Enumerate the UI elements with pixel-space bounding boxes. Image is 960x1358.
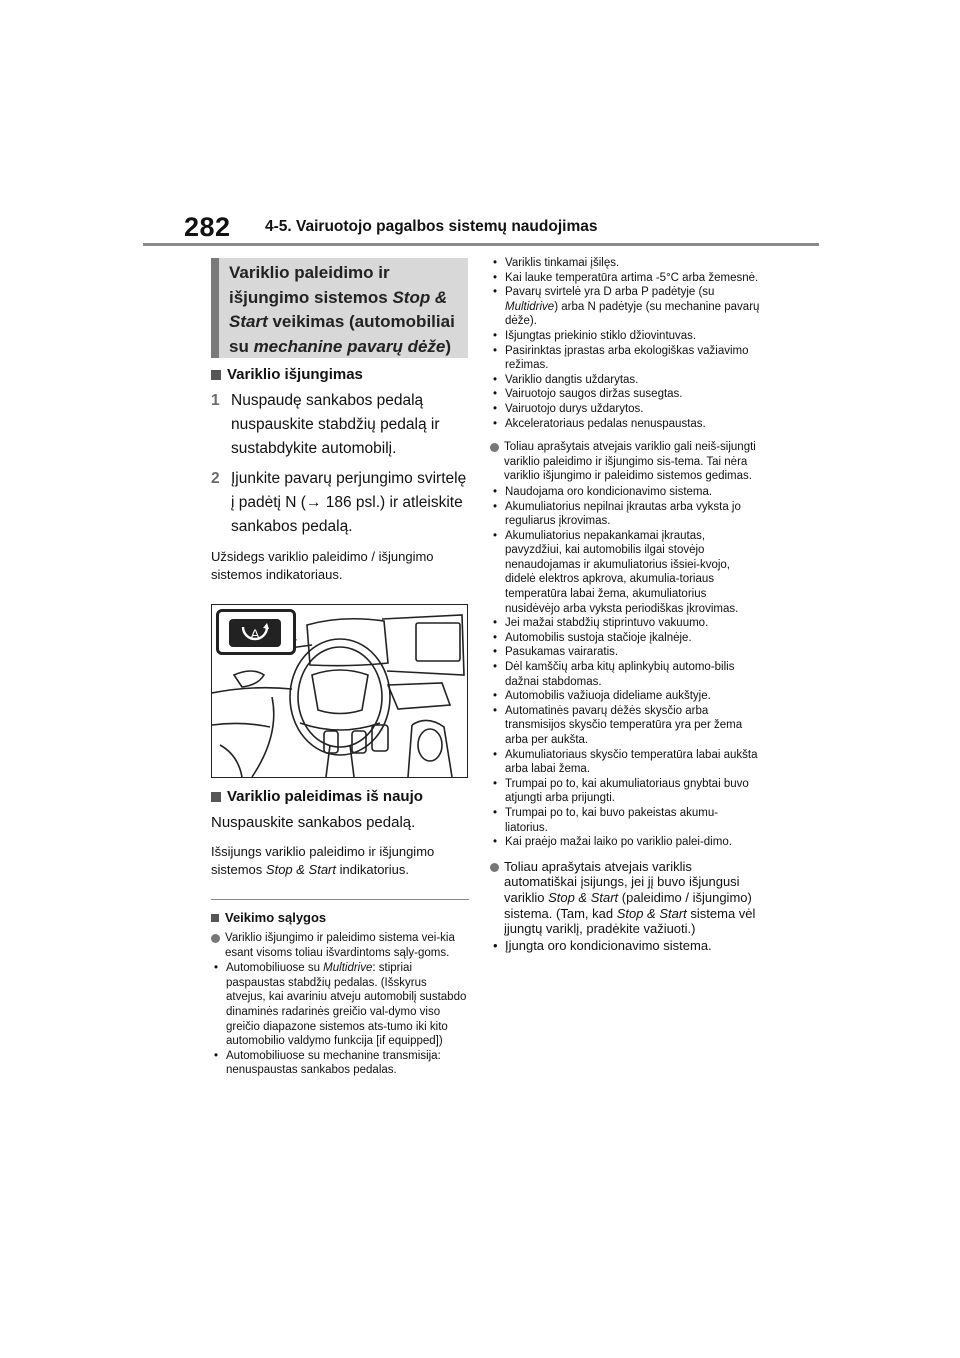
topic-title-box: [211, 258, 468, 358]
list-item: • Kai lauke temperatūra artima -5°C arba žemesnė.: [490, 271, 760, 286]
auto-start-intro-text: [504, 859, 760, 937]
gear-item-a: Pavarų svirtelė yra D arba P padėtyje (su: [505, 286, 715, 299]
title-line-4-italic: mechanine pavarų dėže: [253, 336, 446, 356]
conditions-intro-text: Variklio išjungimo ir paleidimo sistema vei-kia esant visoms toliau išvardintoms sąly-goms.: [225, 932, 455, 959]
stop-heading-text: Variklio išjungimas: [227, 366, 363, 383]
list-item: • Dėl kamščių arba kitų aplinkybių automo-bilis dažnai stabdomas.: [490, 660, 760, 689]
restart-note-a: Išsijungs variklio paleidimo ir išjungimo sistemos: [211, 844, 435, 877]
list-item: • Pasirinktas įprastas arba ekologiškas važiavimo režimas.: [490, 344, 760, 373]
auto-a-icon: [229, 619, 281, 647]
list-item: [490, 285, 760, 329]
conditions-list-left: [211, 961, 469, 1078]
list-item: [211, 961, 469, 1049]
not-stop-list: [490, 485, 760, 850]
conditions-heading: [211, 910, 469, 925]
restart-note-c: indikatorius.: [336, 862, 409, 877]
list-item: • Trumpai po to, kai akumuliatoriaus gnybtai buvo atjungti arba prijungti.: [490, 777, 760, 806]
section-title: 4-5. Vairuotojo pagalbos sistemų naudojimas: [265, 218, 598, 235]
not-stop-intro: [490, 440, 760, 484]
gear-item-italic: Multidrive: [505, 300, 555, 313]
right-column: [490, 256, 760, 953]
not-stop-intro-text: Toliau aprašytais atvejais variklio gali neiš-sijungti variklio paleidimo ir išjungimo sis-tema. Tai nėra variklio išjungimo ir paleidimo sistemos gedimas.: [504, 441, 756, 483]
list-item: • Akceleratoriaus pedalas nenuspaustas.: [490, 417, 760, 432]
auto-start-a: Toliau aprašytais atvejais variklis automatiškai įsijungs, jei jį buvo išjungusi variklio: [504, 858, 740, 905]
title-line-2: išjungimo sistemos: [229, 287, 393, 307]
list-item: • Vairuotojo saugos diržas susegtas.: [490, 387, 760, 402]
conditions-heading-text: Veikimo sąlygos: [225, 910, 327, 925]
circle-bullet-icon: [211, 934, 220, 943]
auto-start-e: sistema vėl įjungtų variklį, pradėkite važiuoti.): [504, 905, 756, 937]
auto-start-c: (paleidimo / išjungimo) sistema. (Tam, kad: [504, 889, 752, 921]
step-2: [211, 467, 469, 539]
stop-heading: [211, 366, 469, 383]
list-item: • Automobilis važiuoja dideliame aukštyje.: [490, 689, 760, 704]
auto-start-list: [490, 938, 760, 954]
list-item: • Akumuliatorius nepakankamai įkrautas, pavyzdžiui, kai automobilis ilgai stovėjo nenaudojamas ir akumuliatorius išsiei-kvojo, didelė elektros apkrova, akumulia-toriaus temperatūra labai žema, akumuliatorius nusidėvėjo arba vyksta periodiškas įkrovimas.: [490, 529, 760, 617]
step-1-number: 1: [211, 392, 220, 409]
circle-bullet-icon: [490, 863, 499, 872]
list-item: • Automatinės pavarų dėžės skysčio arba transmisijos skysčio temperatūra yra per žema arba per aukšta.: [490, 704, 760, 748]
list-item: • Variklis tinkamai įšilęs.: [490, 256, 760, 271]
gear-item-c: ) arba N padėtyje (su mechanine pavarų dėže).: [505, 300, 760, 328]
step-2-text: Įjunkite pavarų perjungimo svirtelę į padėtį N (→ 186 psl.) ir atleiskite sankabos pedalą.: [231, 470, 467, 535]
step-1-text: Nuspaudę sankabos pedalą nuspauskite stabdžių pedalą ir sustabdykite automobilį.: [231, 392, 440, 457]
list-item: • Kai praėjo mažai laiko po variklio palei-dimo.: [490, 835, 760, 850]
title-line-4a: su: [229, 336, 254, 356]
step-2-number: 2: [211, 470, 220, 487]
header-divider: [143, 243, 819, 246]
title-line-3: veikimas (automobiliai: [267, 312, 455, 331]
auto-start-italic-2: Stop & Start: [616, 905, 687, 921]
square-bullet-icon: [211, 370, 221, 380]
indicator-callout: [216, 609, 296, 655]
square-bullet-icon: [211, 914, 219, 922]
circle-bullet-icon: [490, 443, 499, 452]
conditions-list-right: [490, 256, 760, 431]
list-item: • Akumuliatorius nepilnai įkrautas arba vyksta jo reguliarus įkrovimas.: [490, 500, 760, 529]
cond-item1-italic: Multidrive: [323, 962, 373, 975]
callout-letter: A: [250, 626, 260, 642]
dashboard-illustration: [211, 604, 468, 778]
title-line-2-italic: Stop &: [392, 287, 448, 307]
list-item: • Automobiliuose su mechanine transmisija: nenuspaustas sankabos pedalas.: [211, 1049, 469, 1078]
restart-text: Nuspauskite sankabos pedalą.: [211, 814, 416, 831]
auto-start-italic-1: Stop & Start: [548, 889, 619, 905]
stop-start-indicator-icon: [229, 619, 281, 647]
list-item: • Variklio dangtis uždarytas.: [490, 373, 760, 388]
list-item: • Naudojama oro kondicionavimo sistema.: [490, 485, 760, 500]
conditions-intro: [211, 931, 469, 960]
list-item: • Automobilis sustoja stačioje įkalnėje.: [490, 631, 760, 646]
list-item: • Akumuliatoriaus skysčio temperatūra labai aukšta arba labai žema.: [490, 748, 760, 777]
list-item: • Išjungtas priekinio stiklo džiovintuvas.: [490, 329, 760, 344]
list-item: • Jei mažai stabdžių stiprintuvo vakuumo.: [490, 616, 760, 631]
step-1: [211, 389, 469, 461]
list-item: • Trumpai po to, kai buvo pakeistas akumu-liatorius.: [490, 806, 760, 835]
title-line-1: Variklio paleidimo ir: [229, 263, 390, 282]
restart-note: [211, 843, 469, 879]
page-number: 282: [184, 212, 231, 242]
auto-start-intro: [490, 859, 760, 937]
list-item: • Įjungta oro kondicionavimo sistema.: [490, 938, 760, 954]
section-divider: [211, 899, 469, 900]
restart-heading-text: Variklio paleidimas iš naujo: [227, 788, 423, 805]
restart-heading: [211, 788, 469, 805]
restart-note-italic: Stop & Start: [265, 862, 336, 877]
list-item: • Vairuotojo durys uždarytos.: [490, 402, 760, 417]
title-line-4c: ): [445, 336, 452, 356]
stop-note: Užsidegs variklio paleidimo / išjungimo sistemos indikatoriaus.: [211, 549, 434, 582]
title-line-3-italic: Start: [229, 312, 268, 331]
list-item: • Pasukamas vairaratis.: [490, 645, 760, 660]
left-column: [211, 366, 469, 1078]
square-bullet-icon: [211, 792, 221, 802]
cond-item1-c: : stipriai paspaustas stabdžių pedalas. (Išskyrus atvejus, kai avariniu atveju automobilį sustabdo dinaminės radarinės greičio val-dymo viso greičio diapazone sistemos ats-tumo iki kito automobilio valdymo funkcija [if equipped]): [226, 962, 467, 1048]
cond-item1-a: Automobiliuose su: [226, 962, 324, 975]
